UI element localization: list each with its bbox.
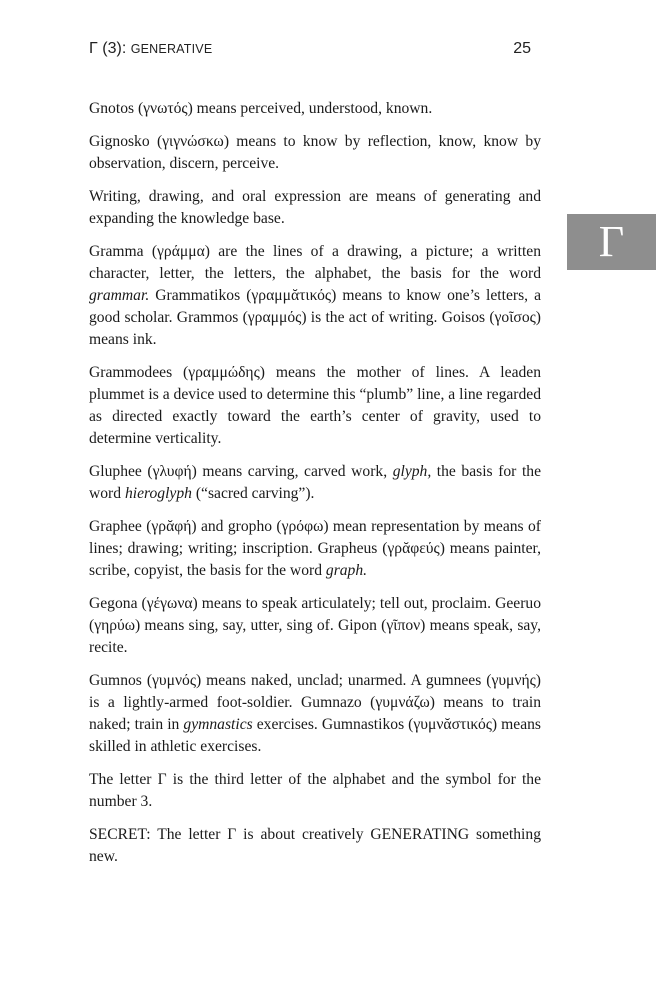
italic-term: gymnastics bbox=[183, 716, 253, 733]
chapter-word: GENERATIVE bbox=[130, 42, 213, 56]
paragraph-text: the basis for the word bbox=[89, 463, 541, 502]
paragraph-text: Graphee (γρᾰφή) and gropho (γρόφω) mean representation by means of lines; drawing; writing; inscription. Grapheus (γρᾰφεύς) means painter, scribe, copyist, the basis for the word bbox=[89, 518, 541, 579]
paragraph-grammodees bbox=[89, 362, 541, 450]
paragraph-letter-gamma bbox=[89, 769, 541, 813]
paragraph-text: exercises. Gumnastikos (γυμνᾰστικός) means skilled in athletic exercises. bbox=[89, 716, 541, 755]
paragraph-writing bbox=[89, 186, 541, 230]
paragraph-text: Gramma (γράμμα) are the lines of a drawing, a picture; a written character, letter, the letters, the alphabet, the basis for the word bbox=[89, 243, 541, 282]
italic-term: graph. bbox=[325, 562, 368, 579]
running-header bbox=[89, 40, 541, 64]
paragraph-gegona bbox=[89, 593, 541, 659]
paragraph-gumnos bbox=[89, 670, 541, 758]
paragraph-gluphee bbox=[89, 461, 541, 505]
paragraph-text: Gignosko (γιγνώσκω) means to know by reflection, know, know by observation, discern, perceive. bbox=[89, 133, 541, 172]
chapter-number: Γ (3): bbox=[89, 40, 127, 57]
paragraph-text: (“sacred carving”). bbox=[191, 485, 315, 502]
body-text bbox=[89, 98, 541, 879]
chapter-thumb-tab: Γ bbox=[567, 214, 656, 270]
italic-term: grammar. bbox=[89, 287, 150, 304]
paragraph-graphee bbox=[89, 516, 541, 582]
paragraph-gramma bbox=[89, 241, 541, 351]
paragraph-gnotos bbox=[89, 98, 541, 120]
paragraph-text: The letter Γ is the third letter of the alphabet and the symbol for the number 3. bbox=[89, 771, 541, 810]
paragraph-text: Gnotos (γνωτός) means perceived, understood, known. bbox=[89, 100, 433, 117]
italic-term: hieroglyph bbox=[124, 485, 192, 502]
paragraph-text: Grammodees (γραμμώδης) means the mother of lines. A leaden plummet is a device used to determine this “plumb” line, a line regarded as directed exactly toward the earth’s center of gravity, used to determine verticality. bbox=[89, 364, 541, 447]
paragraph-text: Grammatikos (γραμμᾰτικός) means to know one’s letters, a good scholar. Grammos (γραμμός) is the act of writing. Goisos (γοῖσος) means ink. bbox=[89, 287, 541, 348]
page-number: 25 bbox=[513, 40, 531, 57]
paragraph-text: Gluphee (γλυφή) means carving, carved work, bbox=[89, 463, 393, 480]
paragraph-text: SECRET: The letter Γ is about creatively GENERATING something new. bbox=[89, 826, 541, 865]
italic-term: glyph, bbox=[392, 463, 432, 480]
chapter-title bbox=[89, 40, 212, 58]
paragraph-text: Gegona (γέγωνα) means to speak articulately; tell out, proclaim. Geeruo (γηρύω) means sing, say, utter, sing of. Gipon (γῖπον) means speak, say, recite. bbox=[89, 595, 541, 656]
paragraph-gignosko bbox=[89, 131, 541, 175]
paragraph-secret bbox=[89, 824, 541, 868]
paragraph-text: Writing, drawing, and oral expression are means of generating and expanding the knowledge base. bbox=[89, 188, 541, 227]
paragraph-text: Gumnos (γυμνός) means naked, unclad; unarmed. A gumnees (γυμνής) is a lightly-armed foot-soldier. Gumnazo (γυμνάζω) means to train naked; train in bbox=[89, 672, 541, 733]
